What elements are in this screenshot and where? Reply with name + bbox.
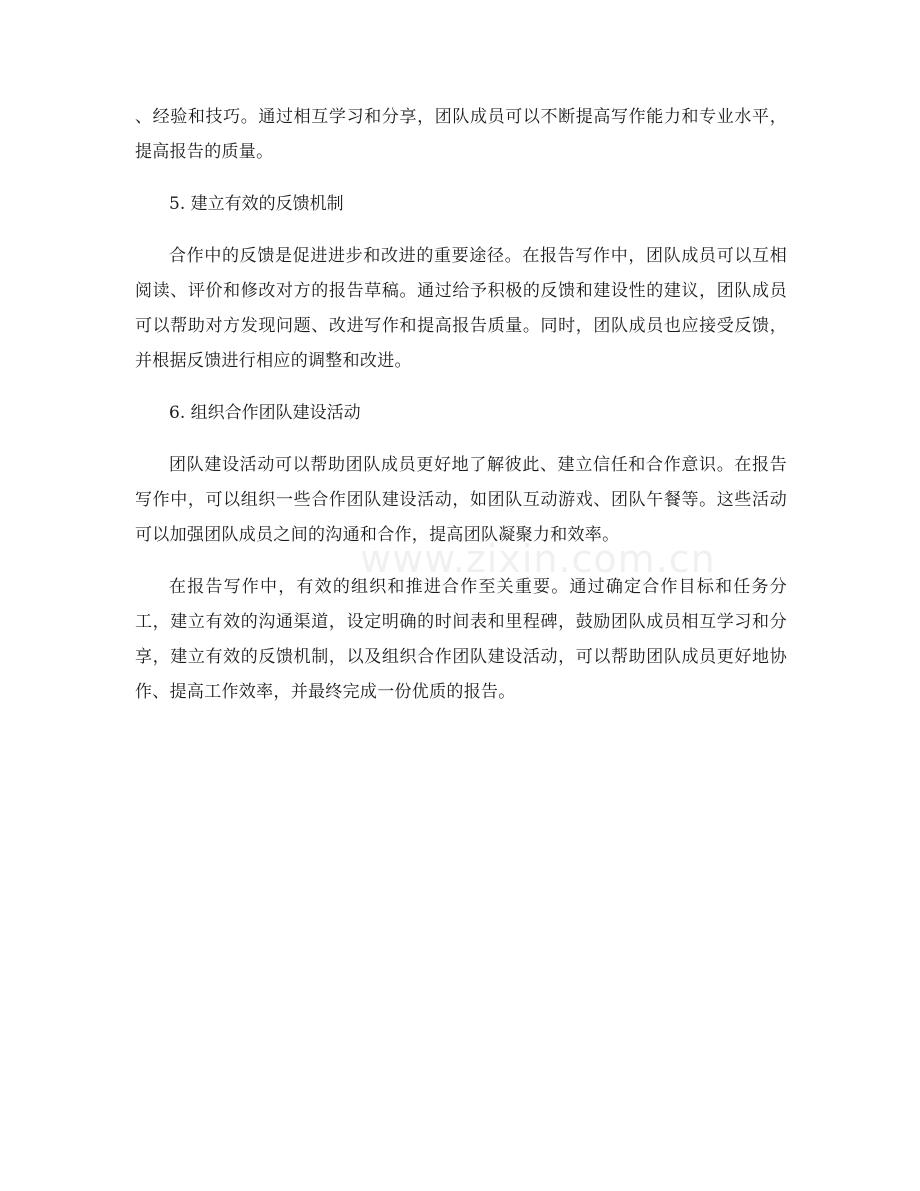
paragraph-continuation: 、经验和技巧。通过相互学习和分享，团队成员可以不断提高写作能力和专业水平，提高报告的质量。 [135,107,787,162]
paragraph-feedback: 合作中的反馈是促进进步和改进的重要途径。在报告写作中，团队成员可以互相阅读、评价和修改对方的报告草稿。通过给予积极的反馈和建设性的建议，团队成员可以帮助对方发现问题、改进写作和提高报告质量。同时，团队成员也应接受反馈，并根据反馈进行相应的调整和改进。 [135,246,787,371]
document-body [135,100,787,727]
paragraph-conclusion: 在报告写作中，有效的组织和推进合作至关重要。通过确定合作目标和任务分工，建立有效的沟通渠道，设定明确的时间表和里程碑，鼓励团队成员相互学习和分享，建立有效的反馈机制，以及组织合作团队建设活动，可以帮助团队成员更好地协作、提高工作效率，并最终完成一份优质的报告。 [135,577,787,702]
section-heading-5: 5. 建立有效的反馈机制 [169,194,344,214]
section-heading-6: 6. 组织合作团队建设活动 [169,403,361,423]
paragraph-team-building: 团队建设活动可以帮助团队成员更好地了解彼此、建立信任和合作意识。在报告写作中，可以组织一些合作团队建设活动，如团队互动游戏、团队午餐等。这些活动可以加强团队成员之间的沟通和合作，提高团队凝聚力和效率。 [135,455,787,545]
watermark: www.zixin.com.cn [360,537,716,581]
